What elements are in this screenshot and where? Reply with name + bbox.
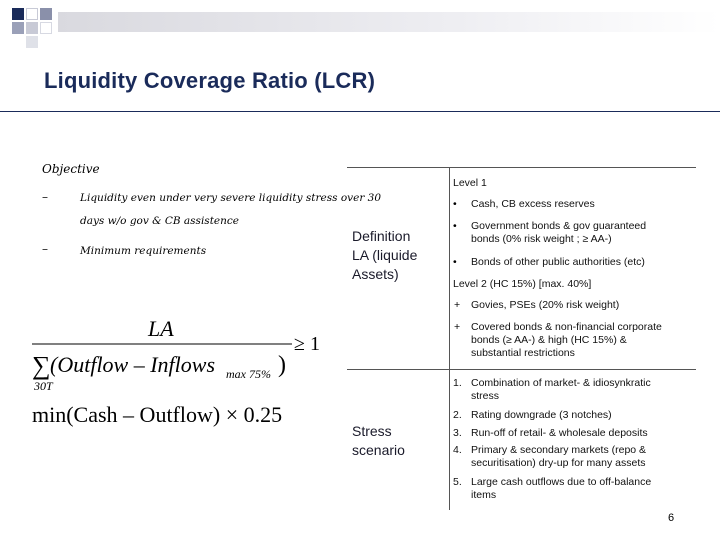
definition-label (352, 227, 417, 284)
stress-item-2-line-1: Rating downgrade (3 notches) (471, 409, 612, 421)
min-formula (30, 396, 330, 432)
formula-lower-index: 30T (34, 379, 53, 393)
stress-item-1-line-2: stress (471, 390, 500, 402)
table-column-divider (449, 167, 450, 510)
title-underline (0, 111, 720, 112)
level2-bullet-1: + (454, 299, 461, 311)
header-bar (58, 12, 720, 32)
formula-min-text: min(Cash – Outflow) × 0.25 (32, 402, 283, 427)
objective-heading: Objective (42, 162, 100, 176)
stress-item-4 (471, 444, 646, 470)
stress-item-1-line-1: Combination of market- & idiosynkratic (471, 377, 651, 389)
level1-item-1 (471, 198, 595, 211)
stress-item-4-line-1: Primary & secondary markets (repo & (471, 444, 647, 456)
table-mid-rule (347, 369, 696, 370)
level1-item-2-line-1: Government bonds & gov guaranteed (471, 220, 647, 232)
stress-item-5-line-2: items (471, 489, 497, 501)
formula-numerator: LA (148, 316, 174, 341)
objective-item-2-line-1: Minimum requirements (80, 245, 207, 257)
level1-item-1-line-1: Cash, CB excess reserves (471, 198, 595, 210)
stress-label (352, 422, 405, 460)
table-top-rule (347, 167, 696, 168)
level2-item-1-line-1: Govies, PSEs (20% risk weight) (471, 299, 620, 311)
formula-relation: ≥ 1 (294, 333, 320, 355)
level1-title: Level 1 (453, 177, 487, 189)
slide-title: Liquidity Coverage Ratio (LCR) (44, 68, 376, 93)
level2-item-2 (471, 321, 662, 360)
stress-num-5: 5. (453, 476, 462, 488)
stress-num-4: 4. (453, 444, 462, 456)
level2-subtitle: (HC 15%) [max. 40%] (486, 278, 592, 290)
objective-item-1-line-2: days w/o gov & CB assistence (80, 215, 239, 227)
formula-denominator: (Outflow – Inflows (50, 352, 216, 377)
level1-item-2-line-2: bonds (0% risk weight ; ≥ AA-) (471, 233, 612, 245)
stress-item-4-line-2: securitisation) dry-up for many assets (471, 457, 646, 469)
stress-item-2 (471, 409, 612, 422)
level2-item-2-line-3: substantial restrictions (471, 347, 575, 359)
stress-num-3: 3. (453, 427, 462, 439)
level2-bullet-2: + (454, 321, 461, 333)
stress-item-1 (471, 377, 651, 403)
definition-label-line-2: LA (liquide (352, 247, 418, 263)
sum-symbol: ∑ (32, 351, 51, 380)
objective-item-1-line-1: Liquidity even under very severe liquidity stress over 30 (80, 192, 382, 204)
formula-subscript: max 75% (226, 367, 271, 381)
level1-bullet-3: • (453, 256, 457, 268)
level1-item-3-line-1: Bonds of other public authorities (etc) (471, 256, 645, 268)
level2-item-1 (471, 299, 619, 312)
stress-num-2: 2. (453, 409, 462, 421)
level1-item-2 (471, 220, 646, 246)
stress-num-1: 1. (453, 377, 462, 389)
stress-label-line-1: Stress (352, 423, 392, 439)
level1-bullet-1: • (453, 198, 457, 210)
level2-item-2-line-2: bonds (≥ AA-) & high (HC 15%) & (471, 334, 627, 346)
definition-label-line-3: Assets) (352, 266, 399, 282)
definition-label-line-1: Definition (352, 228, 411, 244)
level2-heading (453, 278, 591, 291)
stress-item-5-line-1: Large cash outflows due to off-balance (471, 476, 652, 488)
level2-item-2-line-1: Covered bonds & non-financial corporate (471, 321, 662, 333)
level2-title: Level 2 (453, 278, 487, 290)
level1-item-3 (471, 256, 645, 269)
stress-item-5 (471, 476, 651, 502)
objective-dash-1: – (42, 190, 48, 204)
formula-close-paren: ) (278, 352, 286, 378)
objective-dash-2: – (42, 242, 48, 256)
stress-item-3-line-1: Run-off of retail- & wholesale deposits (471, 427, 648, 439)
level1-bullet-2: • (453, 220, 457, 232)
page-number: 6 (668, 512, 675, 524)
lcr-formula (30, 312, 330, 402)
stress-label-line-2: scenario (352, 442, 405, 458)
stress-item-3 (471, 427, 648, 440)
